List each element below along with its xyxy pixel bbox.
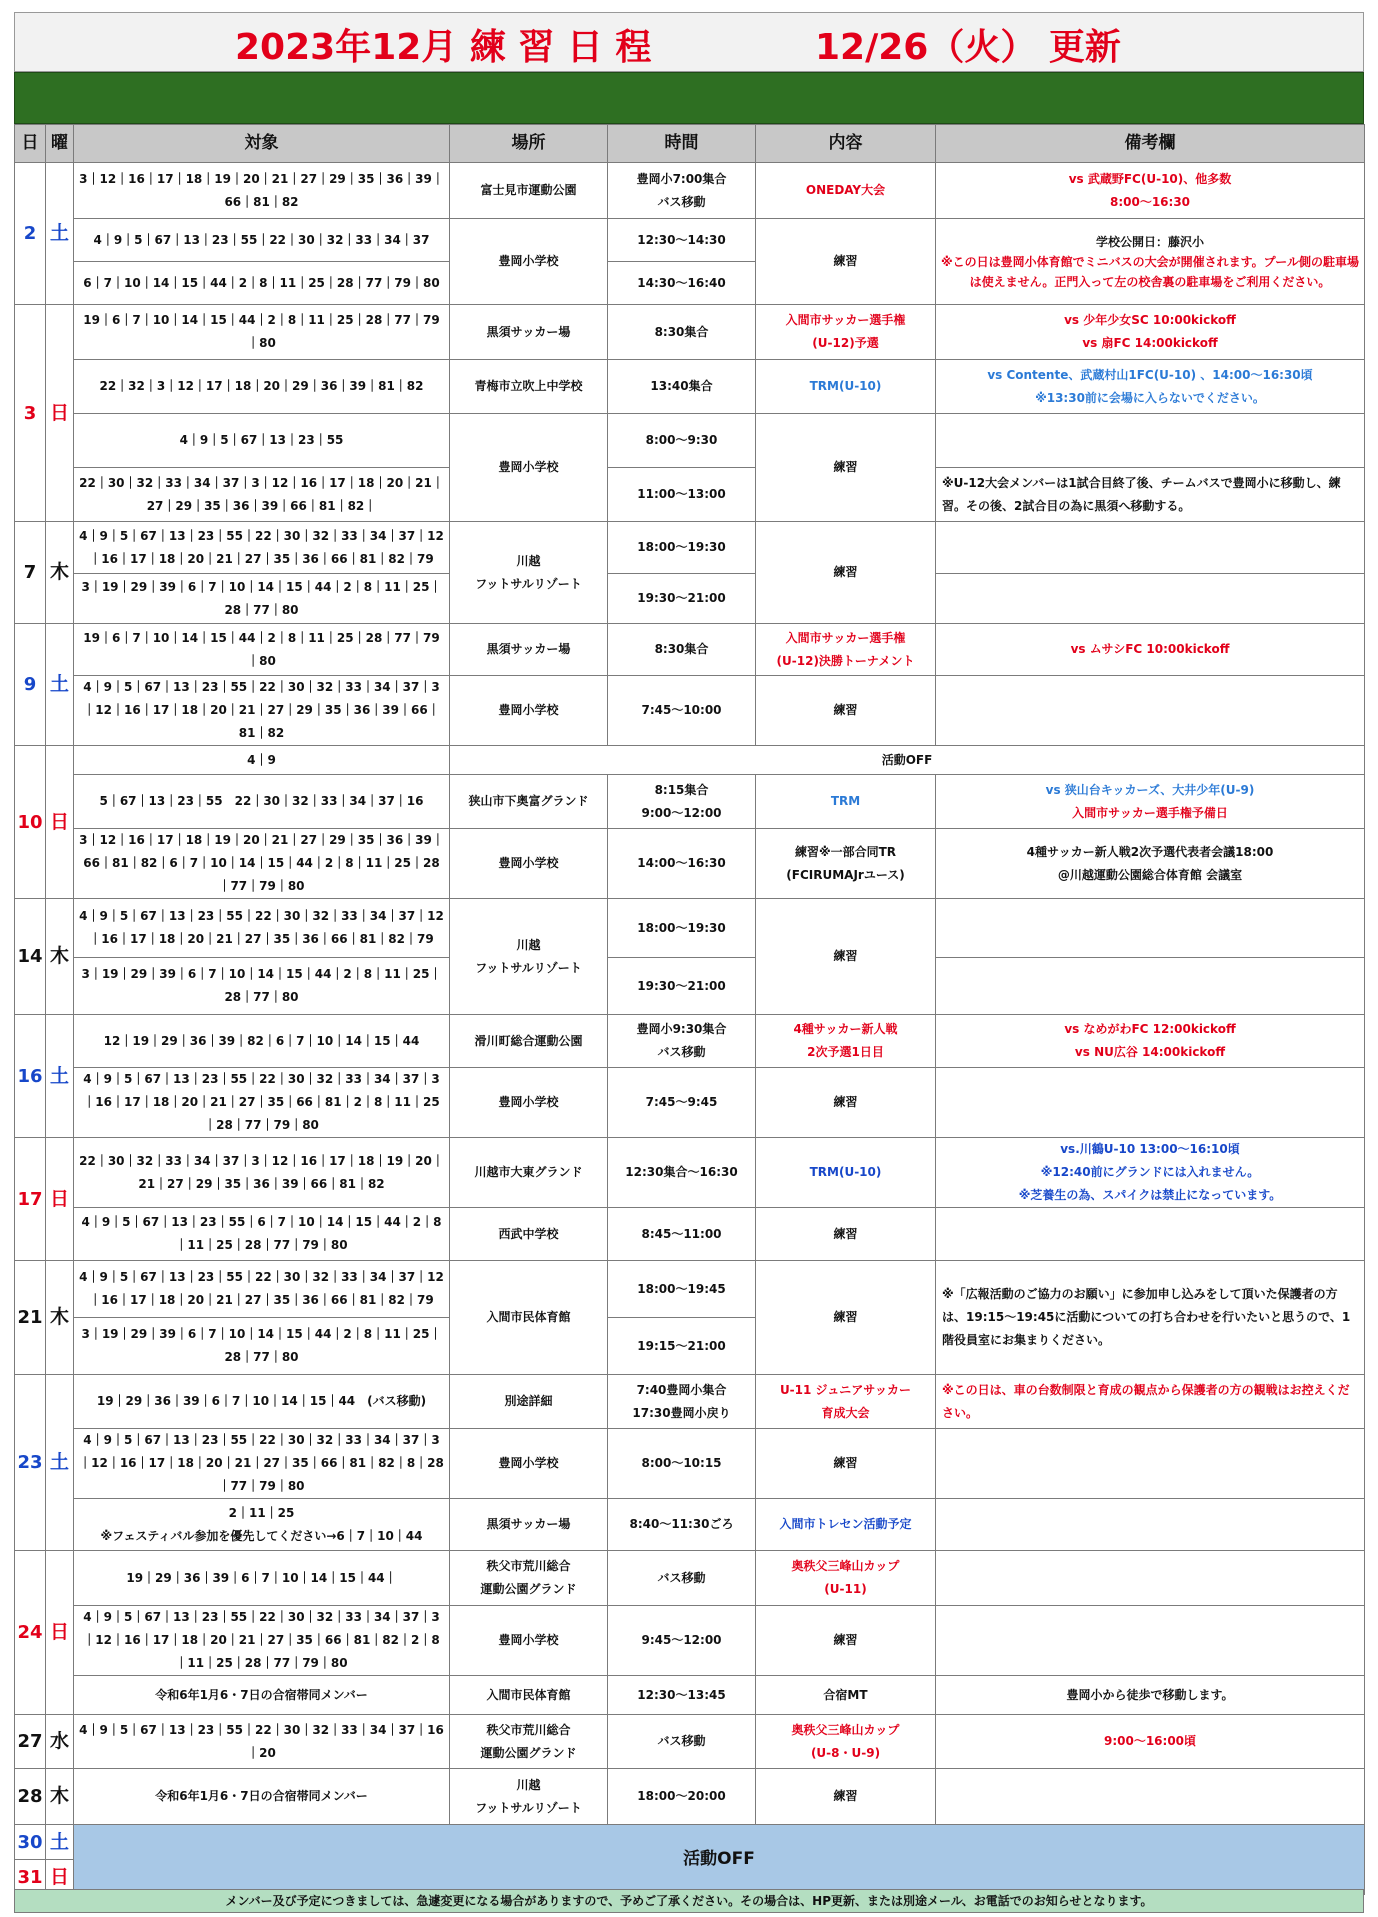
day-cell: 17 [15, 1138, 46, 1261]
content-cell: 練習 [756, 1068, 936, 1138]
header-target: 対象 [74, 125, 450, 163]
time-cell: 8:45〜11:00 [608, 1208, 756, 1261]
content-cell: 練習 [756, 1429, 936, 1499]
place-cell: 川越 フットサルリゾート [450, 899, 608, 1015]
note-cell [936, 1068, 1365, 1138]
place-cell: 豊岡小学校 [450, 219, 608, 305]
table-row [15, 1138, 1365, 1208]
day-cell: 3 [15, 305, 46, 522]
header-notes: 備考欄 [936, 125, 1365, 163]
time-cell: 12:30〜13:45 [608, 1676, 756, 1715]
off-cell: 活動OFF [450, 746, 1365, 775]
note-cell: vs 少年少女SC 10:00kickoff vs 扇FC 14:00kickoff [936, 305, 1365, 360]
off-cell: 活動OFF [74, 1825, 1365, 1895]
table-row [15, 1769, 1365, 1825]
day-cell: 27 [15, 1715, 46, 1769]
content-cell: 練習 [756, 1606, 936, 1676]
dow-cell: 木 [46, 899, 74, 1015]
place-cell: 秩父市荒川総合 運動公園グランド [450, 1551, 608, 1606]
place-cell: 富士見市運動公園 [450, 163, 608, 219]
content-cell: 入間市トレセン活動予定 [756, 1499, 936, 1551]
time-cell: 8:40〜11:30ごろ [608, 1499, 756, 1551]
time-cell: 19:15〜21:00 [608, 1318, 756, 1375]
content-cell: 練習 [756, 1208, 936, 1261]
note-cell [936, 775, 1365, 829]
time-cell: 8:00〜9:30 [608, 414, 756, 468]
time-cell: 14:30〜16:40 [608, 262, 756, 305]
note-cell: 9:00〜16:00頃 [936, 1715, 1365, 1769]
dow-cell: 土 [46, 163, 74, 305]
target-cell: 19｜6｜7｜10｜14｜15｜44｜2｜8｜11｜25｜28｜77｜79 ｜80 [74, 305, 450, 360]
target-cell: 4｜9｜5｜67｜13｜23｜55｜22｜30｜32｜33｜34｜37｜12 ｜16｜17｜18｜20｜21｜27｜35｜36｜66｜81｜82｜79 [74, 522, 450, 574]
time-cell: 12:30集合〜16:30 [608, 1138, 756, 1208]
header-time: 時間 [608, 125, 756, 163]
day-cell: 28 [15, 1769, 46, 1825]
target-cell: 6｜7｜10｜14｜15｜44｜2｜8｜11｜25｜28｜77｜79｜80 [74, 262, 450, 305]
note-cell: ※「広報活動のご協力のお願い」に参加申し込みをして頂いた保護者の方は、19:15〜19:45に活動についての打ち合わせを行いたいと思うので、1階役員室にお集まりください。 [936, 1261, 1365, 1375]
note-cell [936, 676, 1365, 746]
note-cell [936, 1551, 1365, 1606]
content-cell: 練習 [756, 414, 936, 522]
note-cell [936, 1429, 1365, 1499]
time-cell: 7:45〜9:45 [608, 1068, 756, 1138]
target-cell: 4｜9｜5｜67｜13｜23｜55｜22｜30｜32｜33｜34｜37｜12 ｜16｜17｜18｜20｜21｜27｜35｜36｜66｜81｜82｜79 [74, 1261, 450, 1318]
target-cell: 5｜67｜13｜23｜55 22｜30｜32｜33｜34｜37｜16 [74, 775, 450, 829]
place-cell: 川越 フットサルリゾート [450, 522, 608, 624]
time-cell: 8:00〜10:15 [608, 1429, 756, 1499]
table-row [15, 1825, 1365, 1860]
target-cell: 4｜9｜5｜67｜13｜23｜55 [74, 414, 450, 468]
day-cell: 2 [15, 163, 46, 305]
note-cell [936, 219, 1365, 305]
target-cell: 4｜9｜5｜67｜13｜23｜55｜22｜30｜32｜33｜34｜37｜3 ｜16｜17｜18｜20｜21｜27｜35｜66｜81｜2｜8｜11｜25 ｜28｜77｜79｜80 [74, 1068, 450, 1138]
place-cell: 豊岡小学校 [450, 1068, 608, 1138]
target-cell: 3｜19｜29｜39｜6｜7｜10｜14｜15｜44｜2｜8｜11｜25｜ 28｜77｜80 [74, 1318, 450, 1375]
table-row [15, 1261, 1365, 1318]
dow-cell: 日 [46, 1860, 74, 1895]
schedule-table [14, 124, 1365, 1895]
time-cell: 8:15集合 9:00〜12:00 [608, 775, 756, 829]
note-cell: vs.川鶴U-10 13:00〜16:10頃 ※12:40前にグランドには入れません。 ※芝養生の為、スパイクは禁止になっています。 [936, 1138, 1365, 1208]
note-reserve-day: 入間市サッカー選手権予備日 [1072, 805, 1228, 820]
dow-cell: 水 [46, 1715, 74, 1769]
note-opponents: vs 狭山台キッカーズ、大井少年(U-9) 入間市サッカー選手権予備日 [1045, 782, 1255, 820]
table-row [15, 1015, 1365, 1068]
content-cell: ONEDAY大会 [756, 163, 936, 219]
target-cell: 4｜9｜5｜67｜13｜23｜55｜22｜30｜32｜33｜34｜37 [74, 219, 450, 262]
place-cell: 西武中学校 [450, 1208, 608, 1261]
target-cell: 19｜29｜36｜39｜6｜7｜10｜14｜15｜44｜ [74, 1551, 450, 1606]
content-cell: 練習 [756, 899, 936, 1015]
day-cell: 31 [15, 1860, 46, 1895]
time-cell: バス移動 [608, 1715, 756, 1769]
target-cell: 22｜30｜32｜33｜34｜37｜3｜12｜16｜17｜18｜19｜20｜ 21｜27｜29｜35｜36｜39｜66｜81｜82 [74, 1138, 450, 1208]
table-row [15, 829, 1365, 899]
time-cell: 7:45〜10:00 [608, 676, 756, 746]
table-row [15, 1499, 1365, 1551]
target-cell: 22｜32｜3｜12｜17｜18｜20｜29｜36｜39｜81｜82 [74, 360, 450, 414]
content-cell: 奥秩父三峰山カップ (U-8・U-9) [756, 1715, 936, 1769]
content-cell: 練習 [756, 219, 936, 305]
table-row [15, 676, 1365, 746]
note-cell [936, 1208, 1365, 1261]
time-cell: バス移動 [608, 1551, 756, 1606]
day-cell: 21 [15, 1261, 46, 1375]
time-cell: 豊岡小7:00集合 バス移動 [608, 163, 756, 219]
time-cell: 18:00〜19:30 [608, 522, 756, 574]
day-cell: 9 [15, 624, 46, 746]
dow-cell: 土 [46, 624, 74, 746]
header-row [15, 125, 1365, 163]
place-cell: 黒須サッカー場 [450, 1499, 608, 1551]
place-cell: 川越 フットサルリゾート [450, 1769, 608, 1825]
place-cell: 豊岡小学校 [450, 676, 608, 746]
table-row [15, 468, 1365, 522]
table-row [15, 414, 1365, 468]
table-row [15, 899, 1365, 958]
table-row [15, 305, 1365, 360]
table-row [15, 163, 1365, 219]
time-cell: 豊岡小9:30集合 バス移動 [608, 1015, 756, 1068]
target-cell: 4｜9｜5｜67｜13｜23｜55｜22｜30｜32｜33｜34｜37｜3 ｜12｜16｜17｜18｜20｜21｜27｜35｜66｜81｜82｜2｜8 ｜11｜25｜28｜77｜79｜80 [74, 1606, 450, 1676]
note-cell: vs Contente、武蔵村山1FC(U-10) 、14:00〜16:30頃 ※13:30前に会場に入らないでください。 [936, 360, 1365, 414]
table-row [15, 624, 1365, 676]
place-cell: 滑川町総合運動公園 [450, 1015, 608, 1068]
content-cell: 練習※一部合同TR (FCIRUMAJrユース) [756, 829, 936, 899]
content-cell: 4種サッカー新人戦 2次予選1日目 [756, 1015, 936, 1068]
table-row [15, 1551, 1365, 1606]
place-cell: 豊岡小学校 [450, 1606, 608, 1676]
note-cell: vs 武蔵野FC(U-10)、他多数 8:00〜16:30 [936, 163, 1365, 219]
note-cell: ※この日は、車の台数制限と育成の観点から保護者の方の観戦はお控えください。 [936, 1375, 1365, 1429]
dow-cell: 木 [46, 1261, 74, 1375]
target-cell: 19｜6｜7｜10｜14｜15｜44｜2｜8｜11｜25｜28｜77｜79 ｜80 [74, 624, 450, 676]
day-cell: 14 [15, 899, 46, 1015]
table-row [15, 1208, 1365, 1261]
note-cell [936, 522, 1365, 574]
place-cell: 川越市大東グランド [450, 1138, 608, 1208]
table-row [15, 360, 1365, 414]
content-cell: 合宿MT [756, 1676, 936, 1715]
content-cell: 練習 [756, 1261, 936, 1375]
dow-cell: 木 [46, 1769, 74, 1825]
time-cell: 12:30〜14:30 [608, 219, 756, 262]
note-cell [936, 899, 1365, 958]
place-cell: 青梅市立吹上中学校 [450, 360, 608, 414]
content-cell: 練習 [756, 1769, 936, 1825]
target-cell: 4｜9 [74, 746, 450, 775]
place-cell: 狭山市下奥富グランド [450, 775, 608, 829]
target-cell: 3｜12｜16｜17｜18｜19｜20｜21｜27｜29｜35｜36｜39｜ 66｜81｜82｜6｜7｜10｜14｜15｜44｜2｜8｜11｜25｜28 ｜77｜79｜80 [74, 829, 450, 899]
note-cell: 豊岡小から徒歩で移動します。 [936, 1676, 1365, 1715]
table-row [15, 574, 1365, 624]
time-cell: 8:30集合 [608, 624, 756, 676]
time-cell: 18:00〜19:45 [608, 1261, 756, 1318]
target-cell: 4｜9｜5｜67｜13｜23｜55｜22｜30｜32｜33｜34｜37｜3 ｜12｜16｜17｜18｜20｜21｜27｜29｜35｜36｜39｜66｜ 81｜82 [74, 676, 450, 746]
table-row [15, 775, 1365, 829]
dow-cell: 土 [46, 1825, 74, 1860]
header-place: 場所 [450, 125, 608, 163]
day-cell: 16 [15, 1015, 46, 1138]
target-cell: 19｜29｜36｜39｜6｜7｜10｜14｜15｜44 (バス移動) [74, 1375, 450, 1429]
header-content: 内容 [756, 125, 936, 163]
target-cell: 令和6年1月6・7日の合宿帯同メンバー [74, 1769, 450, 1825]
content-cell: 入間市サッカー選手権 (U-12)決勝トーナメント [756, 624, 936, 676]
day-cell: 23 [15, 1375, 46, 1551]
note-cell [936, 1606, 1365, 1676]
target-cell: 3｜12｜16｜17｜18｜19｜20｜21｜27｜29｜35｜36｜39｜ 66｜81｜82 [74, 163, 450, 219]
schedule-page [14, 12, 1364, 1907]
footer-notice: メンバー及び予定につきましては、急遽変更になる場合がありますので、予めご了承ください。その場合は、HP更新、または別途メール、お電話でのお知らせとなります。 [14, 1889, 1364, 1913]
dow-cell: 土 [46, 1375, 74, 1551]
dow-cell: 土 [46, 1015, 74, 1138]
day-cell: 24 [15, 1551, 46, 1715]
target-cell: 3｜19｜29｜39｜6｜7｜10｜14｜15｜44｜2｜8｜11｜25｜ 28｜77｜80 [74, 958, 450, 1015]
content-cell: TRM [756, 775, 936, 829]
note-minibasket-warning: ※この日は豊岡小体育館でミニバスの大会が開催されます。プール側の駐車場は使えません。正門入って左の校舎裏の駐車場をご利用ください。 [940, 254, 1360, 289]
time-cell: 14:00〜16:30 [608, 829, 756, 899]
day-cell: 7 [15, 522, 46, 624]
content-cell: 奥秩父三峰山カップ (U-11) [756, 1551, 936, 1606]
header-day: 日 [15, 125, 46, 163]
dow-cell: 木 [46, 522, 74, 624]
place-cell: 豊岡小学校 [450, 1429, 608, 1499]
content-cell: 入間市サッカー選手権 (U-12)予選 [756, 305, 936, 360]
table-row [15, 219, 1365, 262]
note-cell: vs なめがわFC 12:00kickoff vs NU広谷 14:00kickoff [936, 1015, 1365, 1068]
table-row [15, 1429, 1365, 1499]
time-cell: 18:00〜20:00 [608, 1769, 756, 1825]
place-cell: 黒須サッカー場 [450, 305, 608, 360]
day-cell: 10 [15, 746, 46, 899]
place-cell: 黒須サッカー場 [450, 624, 608, 676]
table-row [15, 1715, 1365, 1769]
day-cell: 30 [15, 1825, 46, 1860]
time-cell: 11:00〜13:00 [608, 468, 756, 522]
place-cell: 入間市民体育館 [450, 1676, 608, 1715]
time-cell: 13:40集合 [608, 360, 756, 414]
time-cell: 8:30集合 [608, 305, 756, 360]
note-cell [936, 958, 1365, 1015]
table-row [15, 958, 1365, 1015]
content-cell: 練習 [756, 676, 936, 746]
table-row [15, 1676, 1365, 1715]
place-cell: 豊岡小学校 [450, 414, 608, 522]
table-row [15, 522, 1365, 574]
table-row [15, 1068, 1365, 1138]
note-cell [936, 574, 1365, 624]
table-row [15, 1375, 1365, 1429]
note-cell [936, 414, 1365, 468]
note-cell: ※U-12大会メンバーは1試合目終了後、チームバスで豊岡小に移動し、練習。その後、2試合目の為に黒須へ移動する。 [936, 468, 1365, 522]
note-cell: vs ムサシFC 10:00kickoff [936, 624, 1365, 676]
table-row [15, 746, 1365, 775]
target-cell: 令和6年1月6・7日の合宿帯同メンバー [74, 1676, 450, 1715]
page-title: 2023年12月 練 習 日 程 [235, 27, 652, 68]
time-cell: 19:30〜21:00 [608, 574, 756, 624]
time-cell: 19:30〜21:00 [608, 958, 756, 1015]
place-cell: 秩父市荒川総合 運動公園グランド [450, 1715, 608, 1769]
place-cell: 入間市民体育館 [450, 1261, 608, 1375]
content-cell: TRM(U-10) [756, 1138, 936, 1208]
content-cell: 練習 [756, 522, 936, 624]
target-cell: 4｜9｜5｜67｜13｜23｜55｜6｜7｜10｜14｜15｜44｜2｜8 ｜11｜25｜28｜77｜79｜80 [74, 1208, 450, 1261]
place-cell: 豊岡小学校 [450, 829, 608, 899]
time-cell: 9:45〜12:00 [608, 1606, 756, 1676]
target-cell: 3｜19｜29｜39｜6｜7｜10｜14｜15｜44｜2｜8｜11｜25｜ 28｜77｜80 [74, 574, 450, 624]
target-cell: 2｜11｜25 ※フェスティバル参加を優先してください→6｜7｜10｜44 [74, 1499, 450, 1551]
note-school-open: 学校公開日：藤沢小 ※この日は豊岡小体育館でミニバスの大会が開催されます。プール側の駐車場は使えません。正門入って左の校舎裏の駐車場をご利用ください。 [940, 234, 1360, 289]
title-bar [14, 12, 1364, 72]
header-dow: 曜 [46, 125, 74, 163]
updated-date: 12/26（火） 更新 [815, 27, 1121, 68]
target-cell: 4｜9｜5｜67｜13｜23｜55｜22｜30｜32｜33｜34｜37｜12 ｜16｜17｜18｜20｜21｜27｜35｜36｜66｜81｜82｜79 [74, 899, 450, 958]
note-cell [936, 1499, 1365, 1551]
target-cell: 4｜9｜5｜67｜13｜23｜55｜22｜30｜32｜33｜34｜37｜3 ｜12｜16｜17｜18｜20｜21｜27｜35｜66｜81｜82｜8｜28 ｜77｜79｜80 [74, 1429, 450, 1499]
target-cell: 12｜19｜29｜36｜39｜82｜6｜7｜10｜14｜15｜44 [74, 1015, 450, 1068]
time-cell: 18:00〜19:30 [608, 899, 756, 958]
dow-cell: 日 [46, 1138, 74, 1261]
place-cell: 別途詳細 [450, 1375, 608, 1429]
dow-cell: 日 [46, 305, 74, 522]
target-cell: 4｜9｜5｜67｜13｜23｜55｜22｜30｜32｜33｜34｜37｜16 ｜20 [74, 1715, 450, 1769]
dow-cell: 日 [46, 1551, 74, 1715]
table-row [15, 1606, 1365, 1676]
time-cell: 7:40豊岡小集合 17:30豊岡小戻り [608, 1375, 756, 1429]
header-band [14, 72, 1364, 124]
target-cell: 22｜30｜32｜33｜34｜37｜3｜12｜16｜17｜18｜20｜21｜ 27｜29｜35｜36｜39｜66｜81｜82｜ [74, 468, 450, 522]
content-cell: TRM(U-10) [756, 360, 936, 414]
content-cell: U-11 ジュニアサッカー 育成大会 [756, 1375, 936, 1429]
dow-cell: 日 [46, 746, 74, 899]
note-cell: 4種サッカー新人戦2次予選代表者会議18:00 @川越運動公園総合体育館 会議室 [936, 829, 1365, 899]
note-cell [936, 1769, 1365, 1825]
